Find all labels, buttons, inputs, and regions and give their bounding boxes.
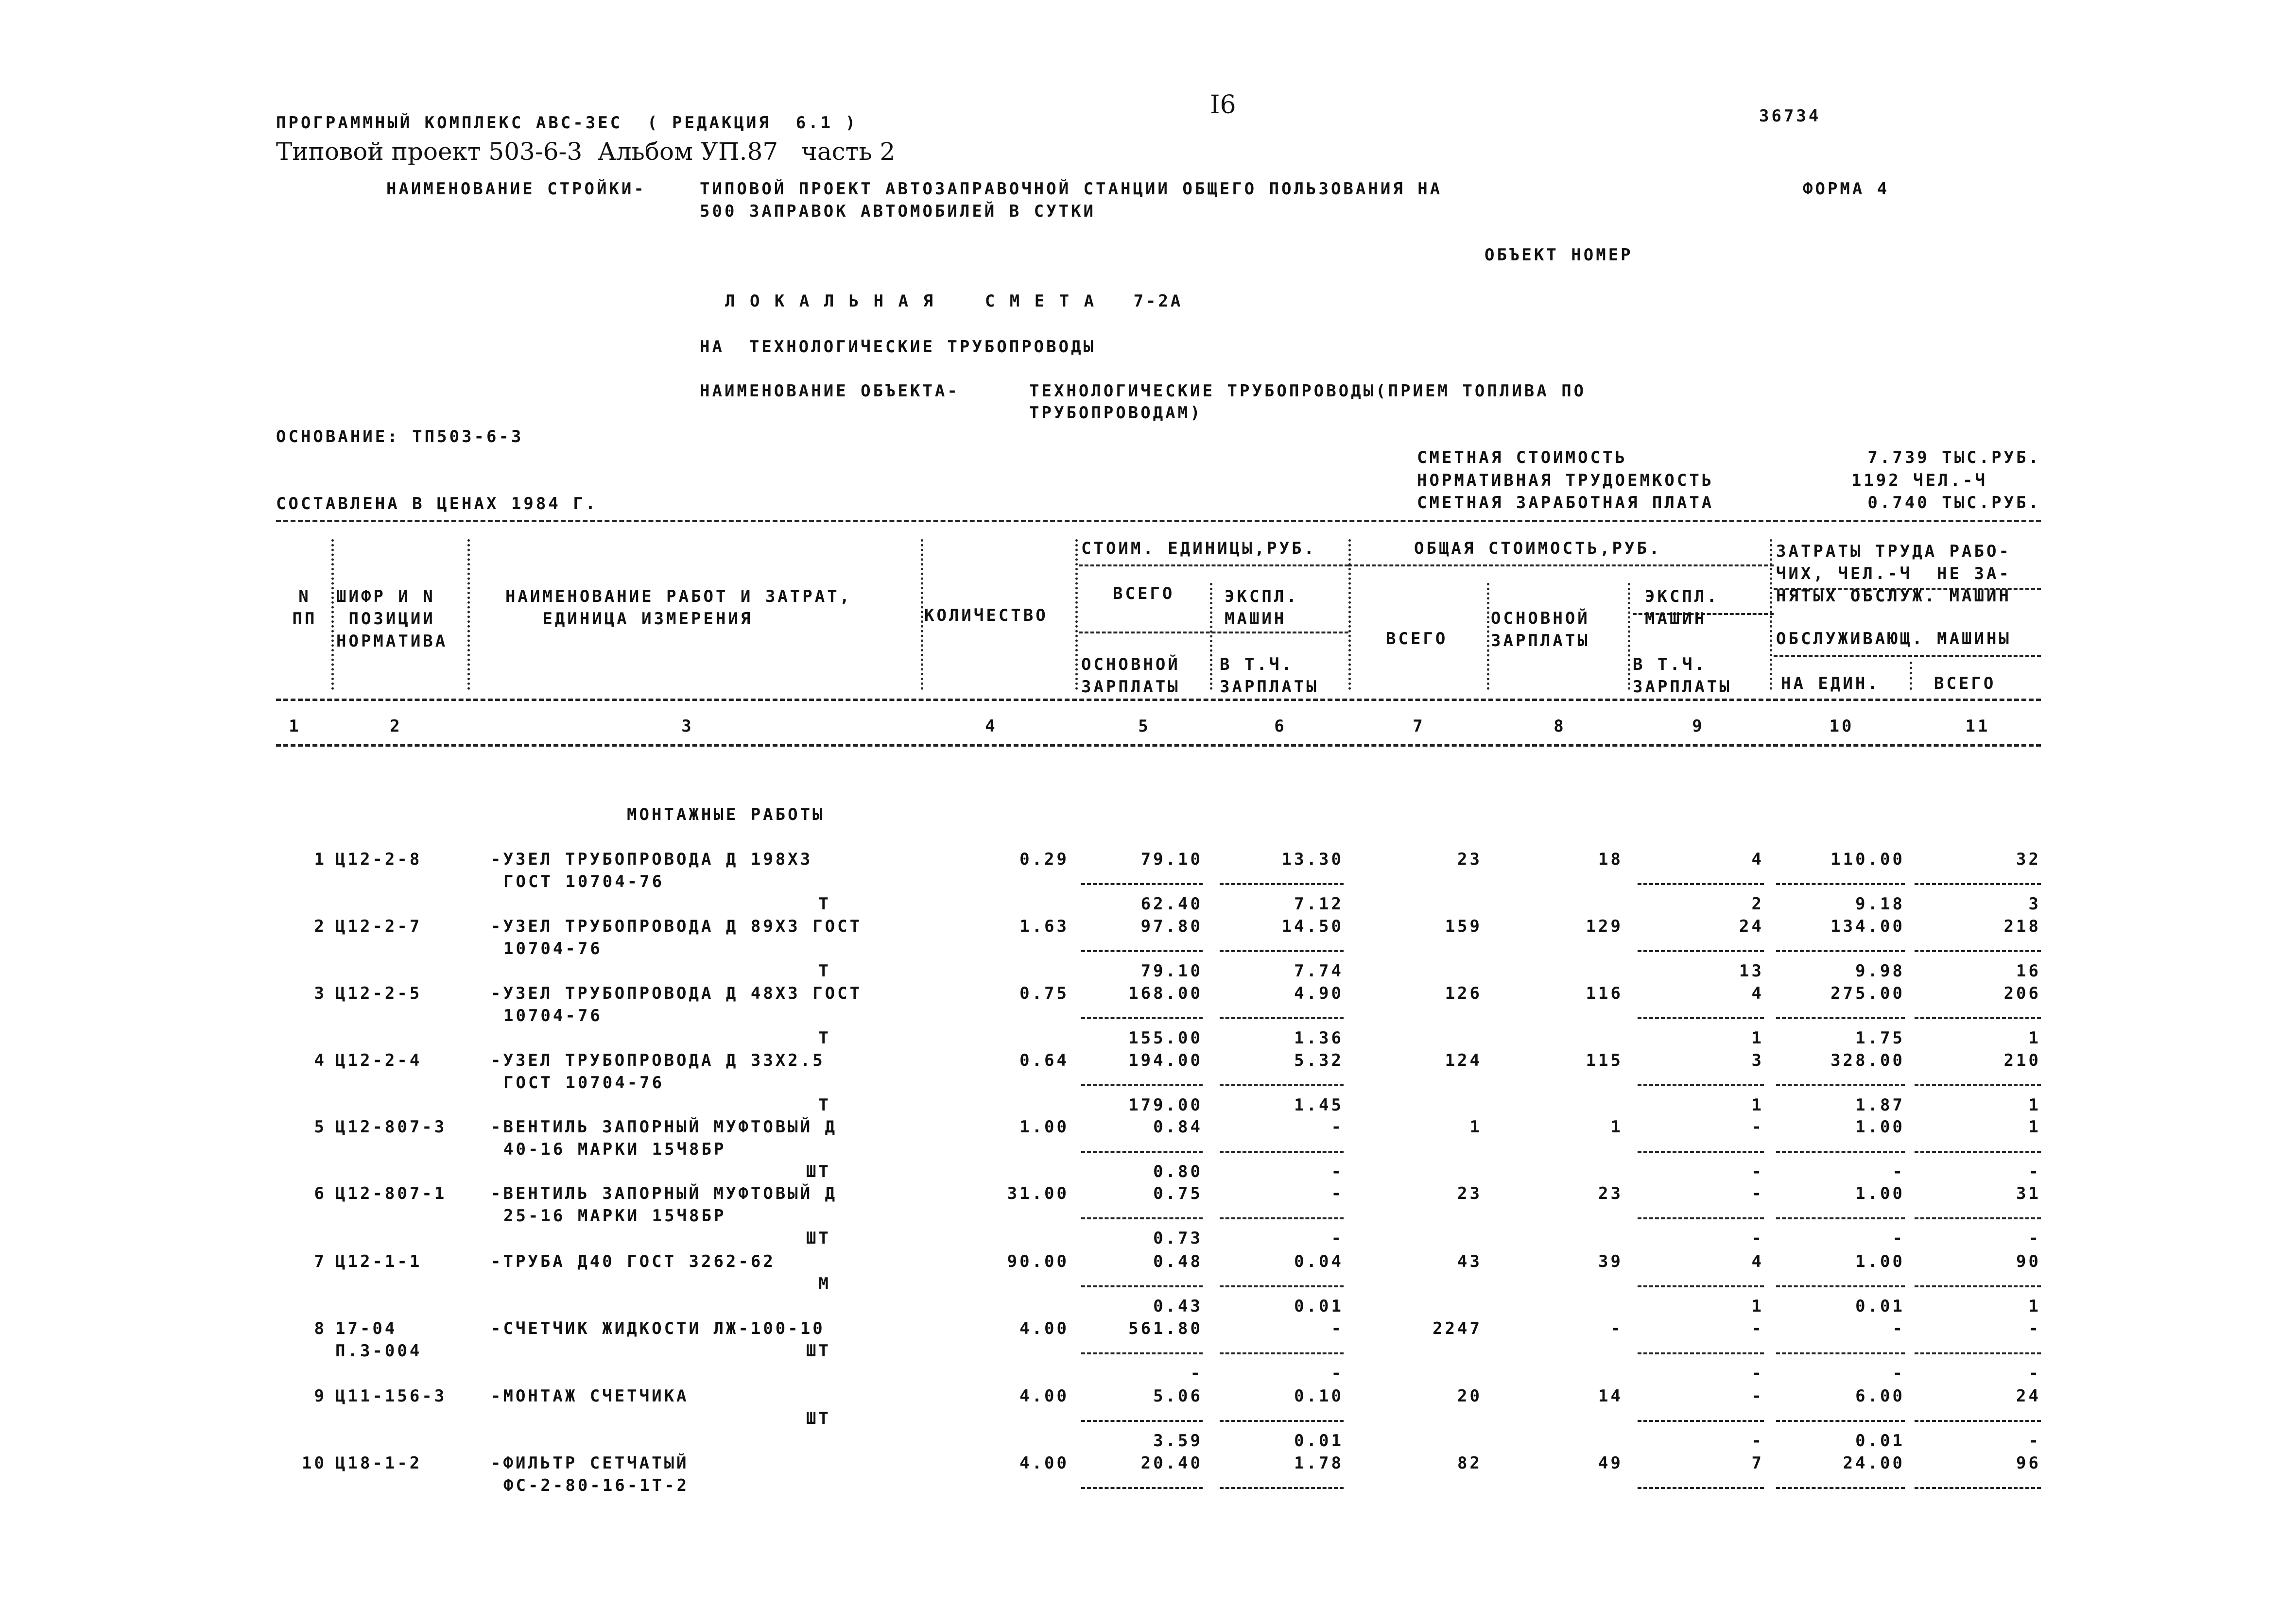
row-subrule	[1915, 1352, 2041, 1354]
row-c10: 1.00	[1855, 1252, 1905, 1271]
row-subrule	[1220, 1487, 1344, 1489]
row-subrule	[1220, 950, 1344, 952]
header-unit-cost: СТОИМ. ЕДИНИЦЫ,РУБ.	[1081, 539, 1316, 558]
program-line: ПРОГРАММНЫЙ КОМПЛЕКС АВС-3ЕС ( РЕДАКЦИЯ 6.1 )	[276, 113, 858, 133]
row-c5: 194.00	[1128, 1051, 1203, 1070]
header-qty: КОЛИЧЕСТВО	[924, 606, 1048, 625]
row-c5b: 179.00	[1128, 1095, 1203, 1115]
row-name: -УЗЕЛ ТРУБОПРОВОДА Д 48Х3 ГОСТ	[491, 984, 863, 1003]
row-c6: 5.32	[1294, 1051, 1344, 1070]
row-c10: 6.00	[1855, 1386, 1905, 1406]
row-c5: 561.80	[1128, 1319, 1203, 1338]
row-c11: 206	[2003, 984, 2041, 1003]
row-c6: -	[1331, 1117, 1344, 1137]
row-subrule	[1081, 1017, 1203, 1019]
row-number: 1	[314, 850, 327, 869]
object-name-line1: ТЕХНОЛОГИЧЕСКИЕ ТРУБОПРОВОДЫ(ПРИЕМ ТОПЛИВА ПО	[1029, 381, 1587, 401]
row-subrule	[1776, 1420, 1905, 1422]
row-c11: 31	[2016, 1184, 2041, 1203]
row-c6: 0.10	[1294, 1386, 1344, 1406]
header-labor-total: ВСЕГО	[1934, 674, 1996, 693]
row-subrule	[1776, 1084, 1905, 1086]
row-subrule	[1081, 1487, 1203, 1489]
row-number: 9	[314, 1386, 327, 1406]
row-subrule	[1220, 1420, 1344, 1422]
row-subrule	[1220, 1084, 1344, 1086]
row-c7: 23	[1457, 850, 1482, 869]
row-c6b: 1.45	[1294, 1095, 1344, 1115]
row-c6: 13.30	[1281, 850, 1344, 869]
column-number: 8	[1554, 717, 1566, 736]
header-unit-total: ВСЕГО	[1113, 584, 1175, 603]
row-c11: 24	[2016, 1386, 2041, 1406]
row-c10b: -	[1892, 1364, 1905, 1383]
row-code: Ц12-2-7	[335, 917, 422, 936]
row-subrule	[1220, 1151, 1344, 1153]
row-c9: -	[1751, 1184, 1764, 1203]
row-code: Ц12-807-1	[335, 1184, 447, 1203]
header-total-cost: ОБЩАЯ СТОИМОСТЬ,РУБ.	[1414, 539, 1662, 558]
row-subrule	[1638, 1217, 1764, 1219]
row-subrule	[1220, 1217, 1344, 1219]
row-c6b: -	[1331, 1229, 1344, 1248]
row-c6b: -	[1331, 1364, 1344, 1383]
row-unit: Т	[818, 961, 831, 981]
row-subrule	[1081, 1151, 1203, 1153]
row-c10b: 0.01	[1855, 1297, 1905, 1316]
row-c8: 116	[1586, 984, 1623, 1003]
row-c5b: 0.43	[1153, 1297, 1203, 1316]
row-c6: 1.78	[1294, 1453, 1344, 1473]
column-number: 1	[289, 717, 301, 736]
row-code: Ц12-2-5	[335, 984, 422, 1003]
col-separator	[1910, 662, 1912, 690]
row-subrule	[1638, 1084, 1764, 1086]
row-c8: 18	[1598, 850, 1623, 869]
row-c11: 210	[2003, 1051, 2041, 1070]
row-number: 4	[314, 1051, 327, 1070]
row-c9b: -	[1751, 1431, 1764, 1451]
row-c7: 82	[1457, 1453, 1482, 1473]
row-c7: 159	[1445, 917, 1482, 936]
column-number: 5	[1138, 717, 1151, 736]
row-c10b: 9.18	[1855, 894, 1905, 914]
row-c9b: -	[1751, 1162, 1764, 1181]
col-separator	[1348, 539, 1351, 690]
row-subrule	[1776, 950, 1905, 952]
row-c6: 4.90	[1294, 984, 1344, 1003]
row-c5: 20.40	[1140, 1453, 1203, 1473]
row-qty: 4.00	[1019, 1386, 1069, 1406]
row-name-line2: ГОСТ 10704-76	[503, 1073, 665, 1093]
col-separator	[1770, 539, 1772, 690]
header-labor-unit: НА ЕДИН.	[1781, 674, 1880, 693]
estimate-title: Л О К А Л Ь Н А Я С М Е Т А 7-2А	[725, 291, 1183, 311]
row-c11b: 1	[2028, 1095, 2041, 1115]
row-c10b: -	[1892, 1162, 1905, 1181]
row-name: -УЗЕЛ ТРУБОПРОВОДА Д 33Х2.5	[491, 1051, 825, 1070]
row-unit: ШТ	[806, 1409, 831, 1428]
row-unit: М	[818, 1274, 831, 1294]
row-c8: 49	[1598, 1453, 1623, 1473]
row-c9: -	[1751, 1117, 1764, 1137]
row-c9b: -	[1751, 1229, 1764, 1248]
row-c7: 126	[1445, 984, 1482, 1003]
row-subrule	[1776, 1285, 1905, 1287]
row-c9b: 1	[1751, 1028, 1764, 1048]
row-c7: 43	[1457, 1252, 1482, 1271]
row-code-line2: П.3-004	[335, 1341, 422, 1361]
construction-label: НАИМЕНОВАНИЕ СТРОЙКИ-	[386, 179, 646, 199]
column-number: 4	[985, 717, 998, 736]
row-c5: 5.06	[1153, 1386, 1203, 1406]
row-subrule	[1081, 1420, 1203, 1422]
row-c8: 23	[1598, 1184, 1623, 1203]
row-c9b: -	[1751, 1364, 1764, 1383]
row-c5: 0.48	[1153, 1252, 1203, 1271]
summary-label: СМЕТНАЯ ЗАРАБОТНАЯ ПЛАТА	[1417, 493, 1714, 513]
row-c11b: 1	[2028, 1028, 2041, 1048]
construction-name-line2: 500 ЗАПРАВОК АВТОМОБИЛЕЙ В СУТКИ	[700, 202, 1096, 221]
row-c5b: 79.10	[1140, 961, 1203, 981]
row-c11: 218	[2003, 917, 2041, 936]
row-code: Ц12-2-4	[335, 1051, 422, 1070]
col-separator	[1075, 539, 1078, 690]
row-c5b: 3.59	[1153, 1431, 1203, 1451]
row-name: -ТРУБА Д40 ГОСТ 3262-62	[491, 1252, 776, 1271]
column-number: 6	[1274, 717, 1287, 736]
summary-label: НОРМАТИВНАЯ ТРУДОЕМКОСТЬ	[1417, 471, 1714, 490]
row-qty: 0.29	[1019, 850, 1069, 869]
row-subrule	[1915, 883, 2041, 885]
row-c9: 7	[1751, 1453, 1764, 1473]
col-separator	[921, 539, 923, 690]
object-label: НАИМЕНОВАНИЕ ОБЪЕКТА-	[700, 381, 960, 401]
row-qty: 0.64	[1019, 1051, 1069, 1070]
row-number: 3	[314, 984, 327, 1003]
row-subrule	[1081, 1084, 1203, 1086]
col-separator	[467, 539, 470, 690]
row-qty: 0.75	[1019, 984, 1069, 1003]
row-subrule	[1638, 950, 1764, 952]
row-c11b: 3	[2028, 894, 2041, 914]
row-c10: 1.00	[1855, 1117, 1905, 1137]
row-c7: 1	[1469, 1117, 1482, 1137]
row-c10: 110.00	[1830, 850, 1905, 869]
row-subrule	[1915, 1017, 2041, 1019]
col-separator	[1210, 583, 1212, 690]
header-subrule	[1774, 655, 2041, 657]
col-separator	[1628, 583, 1630, 690]
row-code: Ц11-156-3	[335, 1386, 447, 1406]
row-c11: 32	[2016, 850, 2041, 869]
row-c9: 24	[1739, 917, 1764, 936]
summary-value: 0.740 ТЫС.РУБ.	[1867, 493, 2041, 513]
row-c7: 124	[1445, 1051, 1482, 1070]
row-c5b: 155.00	[1128, 1028, 1203, 1048]
row-c9: -	[1751, 1386, 1764, 1406]
row-qty: 4.00	[1019, 1453, 1069, 1473]
header-subrule	[1079, 632, 1348, 633]
document-number: 36734	[1759, 106, 1821, 126]
row-subrule	[1915, 1487, 2041, 1489]
row-c6b: 0.01	[1294, 1297, 1344, 1316]
summary-value: 7.739 ТЫС.РУБ.	[1867, 448, 2041, 467]
row-subrule	[1638, 1151, 1764, 1153]
header-subrule	[1348, 564, 1774, 566]
row-number: 5	[314, 1117, 327, 1137]
row-qty: 31.00	[1007, 1184, 1069, 1203]
row-c5: 79.10	[1140, 850, 1203, 869]
row-subrule	[1776, 883, 1905, 885]
row-name: -СЧЕТЧИК ЖИДКОСТИ ЛЖ-100-10	[491, 1319, 825, 1338]
row-code: 17-04	[335, 1319, 397, 1338]
row-subrule	[1776, 1217, 1905, 1219]
row-c11b: 1	[2028, 1297, 2041, 1316]
row-c11: 1	[2028, 1117, 2041, 1137]
header-total-all: ВСЕГО	[1386, 629, 1448, 649]
row-name: -МОНТАЖ СЧЕТЧИКА	[491, 1386, 689, 1406]
row-c10: 275.00	[1830, 984, 1905, 1003]
row-c5b: 62.40	[1140, 894, 1203, 914]
summary-value: 1192 ЧЕЛ.-Ч	[1851, 471, 1987, 490]
header-rule	[276, 699, 2041, 701]
row-subrule	[1220, 1352, 1344, 1354]
column-number: 3	[681, 717, 694, 736]
row-c8: 129	[1586, 917, 1623, 936]
object-number-label: ОБЪЕКТ НОМЕР	[1485, 245, 1633, 265]
project-line: Типовой проект 503-6-3 Альбом УП.87 часть 2	[276, 137, 896, 166]
column-number: 11	[1965, 717, 1990, 736]
construction-name-line1: ТИПОВОЙ ПРОЕКТ АВТОЗАПРАВОЧНОЙ СТАНЦИИ ОБЩЕГО ПОЛЬЗОВАНИЯ НА	[700, 179, 1443, 199]
row-c6b: 0.01	[1294, 1431, 1344, 1451]
row-subrule	[1915, 1420, 2041, 1422]
row-c10b: 1.87	[1855, 1095, 1905, 1115]
row-code: Ц12-1-1	[335, 1252, 422, 1271]
row-unit: ШТ	[806, 1229, 831, 1248]
row-c8: 115	[1586, 1051, 1623, 1070]
row-subrule	[1081, 1285, 1203, 1287]
row-c10: 24.00	[1843, 1453, 1905, 1473]
row-c9b: 2	[1751, 894, 1764, 914]
row-name-line2: 10704-76	[503, 1006, 603, 1025]
header-labor-service: ОБСЛУЖИВАЮЩ. МАШИНЫ	[1776, 629, 2011, 649]
row-c11: 90	[2016, 1252, 2041, 1271]
row-name-line2: ФС-2-80-16-1Т-2	[503, 1476, 690, 1495]
row-subrule	[1776, 1151, 1905, 1153]
row-c11: 96	[2016, 1453, 2041, 1473]
row-c9b: 1	[1751, 1095, 1764, 1115]
header-unit-incl-wages: В Т.Ч. ЗАРПЛАТЫ	[1220, 655, 1319, 697]
row-unit: ШТ	[806, 1162, 831, 1181]
row-unit: Т	[818, 1028, 831, 1048]
header-n: N ПП	[292, 587, 317, 629]
row-code: Ц18-1-2	[335, 1453, 422, 1473]
header-unit-wages: ОСНОВНОЙ ЗАРПЛАТЫ	[1081, 655, 1180, 697]
row-c10b: -	[1892, 1229, 1905, 1248]
header-rule-top	[276, 520, 2041, 522]
summary-label: СМЕТНАЯ СТОИМОСТЬ	[1417, 448, 1627, 467]
row-c6b: 1.36	[1294, 1028, 1344, 1048]
row-c6b: 7.12	[1294, 894, 1344, 914]
row-unit: Т	[818, 1095, 831, 1115]
row-subrule	[1915, 1084, 2041, 1086]
row-c5: 97.80	[1140, 917, 1203, 936]
estimate-subject: НА ТЕХНОЛОГИЧЕСКИЕ ТРУБОПРОВОДЫ	[700, 337, 1096, 357]
row-name-line2: ГОСТ 10704-76	[503, 872, 665, 891]
row-c9: 3	[1751, 1051, 1764, 1070]
row-number: 2	[314, 917, 327, 936]
row-c9: 4	[1751, 984, 1764, 1003]
row-subrule	[1220, 1285, 1344, 1287]
row-c6: 0.04	[1294, 1252, 1344, 1271]
row-subrule	[1081, 1217, 1203, 1219]
row-subrule	[1638, 883, 1764, 885]
row-c8: 39	[1598, 1252, 1623, 1271]
row-subrule	[1638, 1285, 1764, 1287]
row-c9: -	[1751, 1319, 1764, 1338]
row-name: -ФИЛЬТР СЕТЧАТЫЙ	[491, 1453, 689, 1473]
row-c6: 14.50	[1281, 917, 1344, 936]
header-total-machines: ЭКСПЛ. МАШИН	[1645, 587, 1719, 629]
row-name: -УЗЕЛ ТРУБОПРОВОДА Д 89Х3 ГОСТ	[491, 917, 863, 936]
row-c7: 20	[1457, 1386, 1482, 1406]
row-subrule	[1081, 1352, 1203, 1354]
prices-line: СОСТАВЛЕНА В ЦЕНАХ 1984 Г.	[276, 494, 598, 513]
object-name-line2: ТРУБОПРОВОДАМ)	[1029, 403, 1203, 423]
basis-line: ОСНОВАНИЕ: ТП503-6-3	[276, 427, 524, 446]
row-subrule	[1081, 950, 1203, 952]
row-c6b: 7.74	[1294, 961, 1344, 981]
section-title: МОНТАЖНЫЕ РАБОТЫ	[627, 805, 825, 824]
row-c5: 0.75	[1153, 1184, 1203, 1203]
col-separator	[1487, 583, 1489, 690]
header-subrule	[1079, 564, 1348, 566]
row-subrule	[1915, 1285, 2041, 1287]
row-name-line2: 40-16 МАРКИ 15Ч8БР	[503, 1140, 726, 1159]
row-qty: 90.00	[1007, 1252, 1069, 1271]
row-unit: ШТ	[806, 1341, 831, 1361]
row-c9: 4	[1751, 1252, 1764, 1271]
row-c5b: 0.80	[1153, 1162, 1203, 1181]
row-c9b: 13	[1739, 961, 1764, 981]
row-name: -ВЕНТИЛЬ ЗАПОРНЫЙ МУФТОВЫЙ Д	[491, 1117, 838, 1137]
row-c10: 328.00	[1830, 1051, 1905, 1070]
row-c10b: 9.98	[1855, 961, 1905, 981]
row-name-line2: 10704-76	[503, 939, 603, 958]
row-c6: -	[1331, 1184, 1344, 1203]
row-c8: 14	[1598, 1386, 1623, 1406]
row-subrule	[1776, 1487, 1905, 1489]
row-c5b: -	[1190, 1364, 1203, 1383]
row-number: 6	[314, 1184, 327, 1203]
row-c10b: 0.01	[1855, 1431, 1905, 1451]
row-number: 7	[314, 1252, 327, 1271]
column-number: 10	[1829, 717, 1854, 736]
row-c8: -	[1610, 1319, 1623, 1338]
header-total-incl-wages: В Т.Ч. ЗАРПЛАТЫ	[1633, 655, 1732, 697]
row-number: 8	[314, 1319, 327, 1338]
form-label: ФОРМА 4	[1803, 179, 1890, 199]
row-c8: 1	[1610, 1117, 1623, 1137]
row-subrule	[1638, 1420, 1764, 1422]
header-unit-machines: ЭКСПЛ. МАШИН	[1225, 587, 1299, 629]
column-number: 7	[1413, 717, 1425, 736]
row-subrule	[1915, 1217, 2041, 1219]
header-labor: ЗАТРАТЫ ТРУДА РАБО- ЧИХ, ЧЕЛ.-Ч НЕ ЗА- НЯТЫХ ОБСЛУЖ. МАШИН	[1776, 542, 2011, 606]
row-qty: 4.00	[1019, 1319, 1069, 1338]
row-c5b: 0.73	[1153, 1229, 1203, 1248]
row-c11b: -	[2028, 1431, 2041, 1451]
row-c11b: -	[2028, 1162, 2041, 1181]
row-number: 10	[302, 1453, 327, 1473]
header-code: ШИФР И N ПОЗИЦИИ НОРМАТИВА	[336, 587, 448, 651]
row-qty: 1.00	[1019, 1117, 1069, 1137]
row-c10b: 1.75	[1855, 1028, 1905, 1048]
row-c10: 134.00	[1830, 917, 1905, 936]
row-c10: 1.00	[1855, 1184, 1905, 1203]
row-subrule	[1638, 1487, 1764, 1489]
row-c5: 0.84	[1153, 1117, 1203, 1137]
row-c11b: 16	[2016, 961, 2041, 981]
row-c9: 4	[1751, 850, 1764, 869]
row-c11b: -	[2028, 1364, 2041, 1383]
row-c5: 168.00	[1128, 984, 1203, 1003]
row-unit: Т	[818, 894, 831, 914]
col-separator	[331, 539, 334, 690]
header-rule-bottom	[276, 744, 2041, 747]
row-c6: -	[1331, 1319, 1344, 1338]
row-c10: -	[1892, 1319, 1905, 1338]
row-subrule	[1081, 883, 1203, 885]
row-subrule	[1638, 1017, 1764, 1019]
row-name: -ВЕНТИЛЬ ЗАПОРНЫЙ МУФТОВЫЙ Д	[491, 1184, 838, 1203]
row-subrule	[1638, 1352, 1764, 1354]
header-name: НАИМЕНОВАНИЕ РАБОТ И ЗАТРАТ, ЕДИНИЦА ИЗМЕРЕНИЯ	[505, 587, 852, 629]
row-name: -УЗЕЛ ТРУБОПРОВОДА Д 198Х3	[491, 850, 813, 869]
row-subrule	[1915, 950, 2041, 952]
row-name-line2: 25-16 МАРКИ 15Ч8БР	[503, 1206, 726, 1226]
row-c7: 23	[1457, 1184, 1482, 1203]
row-c9b: 1	[1751, 1297, 1764, 1316]
page-number: I6	[1210, 90, 1236, 120]
row-subrule	[1220, 883, 1344, 885]
row-code: Ц12-807-3	[335, 1117, 447, 1137]
row-subrule	[1776, 1017, 1905, 1019]
column-number: 9	[1692, 717, 1705, 736]
row-subrule	[1915, 1151, 2041, 1153]
row-c7: 2247	[1433, 1319, 1482, 1338]
row-c6b: -	[1331, 1162, 1344, 1181]
row-c11b: -	[2028, 1229, 2041, 1248]
row-subrule	[1776, 1352, 1905, 1354]
row-c11: -	[2028, 1319, 2041, 1338]
row-qty: 1.63	[1019, 917, 1069, 936]
header-total-wages: ОСНОВНОЙ ЗАРПЛАТЫ	[1491, 609, 1590, 650]
row-code: Ц12-2-8	[335, 850, 422, 869]
row-subrule	[1220, 1017, 1344, 1019]
column-number: 2	[390, 717, 402, 736]
